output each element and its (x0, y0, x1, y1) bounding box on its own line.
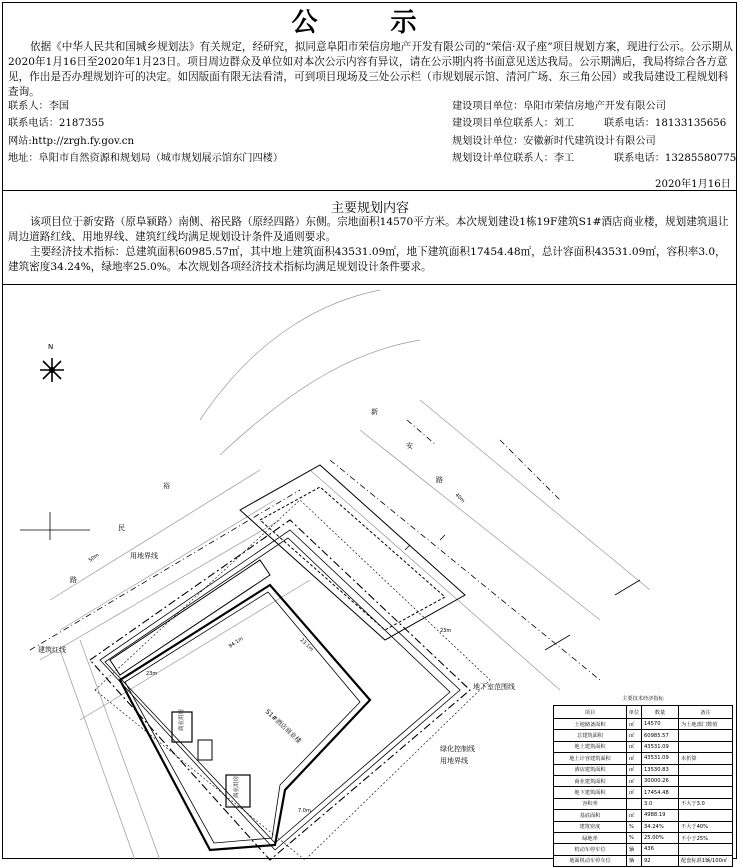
table-cell: 机动车停车位 (554, 844, 627, 855)
table-cell (679, 844, 733, 855)
road-yumin-char-2: 民 (118, 524, 125, 532)
road-yumin-char-3: 路 (70, 576, 77, 584)
table-cell: 配套标准1辆/100㎡ (679, 855, 733, 866)
road-xinan-width: 40m (453, 492, 466, 505)
table-cell: 地上建筑面积 (554, 741, 627, 752)
table-cell: 建筑密度 (554, 821, 627, 832)
builder: 建设项目单位：阜阳市荣信房地产开发有限公司 (452, 101, 666, 112)
table-cell: 17454.48 (642, 787, 679, 798)
table-cell (679, 775, 733, 786)
road-xinan-char-3: 路 (436, 476, 443, 484)
dim-top: 94.1m (227, 635, 245, 650)
table-cell: 地上计容建筑面积 (554, 753, 627, 764)
table-cell: 60985.57 (642, 730, 679, 741)
table-cell: 为土地部门数值 (679, 719, 733, 730)
label-underground: 地下室范围线 (473, 683, 515, 691)
designer-contact: 规划设计单位联系人：李工 (452, 153, 575, 164)
table-row (554, 730, 733, 741)
table-cell: 酒店建筑面积 (554, 764, 627, 775)
designer-phone: 联系电话：13285580775 (614, 153, 737, 164)
dim-side: 23.1m (298, 637, 315, 653)
table-row (554, 775, 733, 786)
table-cell: ㎡ (627, 775, 642, 786)
table-row (554, 741, 733, 752)
content-heading: 主要规划内容 (330, 201, 409, 216)
table-cell: 未折算 (679, 753, 733, 764)
builder-phone: 联系电话：18133135656 (604, 118, 727, 129)
contact-person: 联系人：李国 (8, 101, 70, 112)
label-boundary-right: 用地界线 (440, 757, 468, 765)
table-cell: 商业建筑面积 (554, 775, 627, 786)
builder-contact: 建设项目单位联系人：刘工 (452, 118, 575, 129)
table-cell: ㎡ (627, 730, 642, 741)
road-yumin-char-1: 裕 (163, 482, 170, 490)
table-cell (679, 741, 733, 752)
label-green: 绿化控制线 (440, 745, 475, 753)
north-arrow-icon (40, 343, 64, 382)
road-xinan-char-1: 新 (371, 408, 378, 416)
th-unit: 单位 (627, 706, 642, 719)
contact-phone: 联系电话：2187355 (8, 118, 105, 129)
table-cell: ㎡ (627, 719, 642, 730)
table-cell: ㎡ (627, 741, 642, 752)
th-value: 数量 (642, 706, 679, 719)
table-cell: 13530.83 (642, 764, 679, 775)
content-paragraph-2: 主要经济技术指标：总建筑面积60985.57㎡，其中地上建筑面积43531.09㎡，地下建筑面积17454.48㎡，总计容面积43531.09㎡，容积率3.0，建筑密度34.24%，绿地率25.0%。本次规划各项经济技术指标均满足规划设计条件要求。 (8, 246, 726, 273)
table-cell: 不小于25% (679, 832, 733, 843)
table-cell: ㎡ (627, 764, 642, 775)
table-cell (679, 810, 733, 821)
indicator-table (553, 694, 733, 865)
building-name: S1#酒店商业楼 (263, 707, 303, 745)
table-cell: 不大于3.0 (679, 798, 733, 809)
table-cell: 辆 (627, 844, 642, 855)
th-note: 备注 (679, 706, 733, 719)
table-row (554, 798, 733, 809)
table-cell: % (627, 821, 642, 832)
table-cell: 4988.19 (642, 810, 679, 821)
notice-date: 2020年1月16日 (655, 179, 731, 190)
road-yumin-width: 50m (87, 552, 101, 564)
table-cell: 地下建筑面积 (554, 787, 627, 798)
content-paragraph-1: 该项目位于新安路（原阜颍路）南侧、裕民路（原经四路）东侧。宗地面积14570平方米。本次规划建设1栋19F建筑S1#酒店商业楼，规划建筑退让周边道路红线、用地界线、建筑红线均满足规划设计条件及通则要求。 (8, 216, 729, 243)
table-row (554, 844, 733, 855)
notice-intro: 依据《中华人民共和国城乡规划法》有关规定，经研究，拟同意阜阳市荣信房地产开发有限公司的“荣信·双子座”项目规划方案，现进行公示。公示期从2020年1月16日至2020年1月23日。项目周边群众及单位如对本次公示内容有异议，请在公示期内将书面意见送达我局。公示期满后，我局将综合各方意见，作出是否办理规划许可的决定。如因版面有限无法看清，可到项目现场及三处公示栏（市规划展示馆、清河广场、东三角公园）或我局建设工程规划科查询。 (8, 41, 733, 98)
table-cell (679, 730, 733, 741)
table-cell: 92 (642, 855, 679, 866)
table-cell: 3.0 (642, 798, 679, 809)
table-cell: 辆 (627, 855, 642, 866)
table-cell: 25.00% (642, 832, 679, 843)
table-cell: 绿地率 (554, 832, 627, 843)
table-cell: ㎡ (627, 753, 642, 764)
table-cell: 30000.26 (642, 775, 679, 786)
table-row (554, 787, 733, 798)
table-cell (679, 764, 733, 775)
table-row (554, 753, 733, 764)
label-redline: 建筑红线 (38, 646, 66, 654)
small-building-label: 商业用房 (179, 708, 185, 731)
north-label: N (48, 343, 54, 351)
designer: 规划设计单位：安徽新时代建筑设计有限公司 (452, 136, 656, 147)
th-item: 项目 (554, 706, 627, 719)
table-cell: ㎡ (627, 787, 642, 798)
website-link[interactable]: 网站:http://zrgh.fy.gov.cn (8, 136, 135, 147)
label-boundary-left: 用地界线 (130, 552, 158, 560)
table-row (554, 821, 733, 832)
table-row (554, 719, 733, 730)
table-cell: 地面机动车停车位 (554, 855, 627, 866)
table-cell: 总建筑面积 (554, 730, 627, 741)
label-fire: 7.0m (298, 808, 311, 814)
table-cell: 容积率 (554, 798, 627, 809)
indicator-grid (553, 705, 733, 867)
dim-gap: 23m (440, 628, 452, 634)
table-cell: 土地储备面积 (554, 719, 627, 730)
table-cell: % (627, 832, 642, 843)
table-cell: 14570 (642, 719, 679, 730)
table-cell: 基底面积 (554, 810, 627, 821)
table-cell (627, 798, 642, 809)
table-cell (679, 787, 733, 798)
table-cell: 43531.09 (642, 753, 679, 764)
table-cell: 34.24% (642, 821, 679, 832)
road-xinan-char-2: 安 (406, 442, 413, 450)
table-row (554, 810, 733, 821)
table-cell: 43531.09 (642, 741, 679, 752)
address: 地址：阜阳市自然资源和规划局（城市规划展示馆东门四楼） (8, 153, 284, 164)
dim-left: 23m (146, 671, 158, 677)
table-cell: 不大于40% (679, 821, 733, 832)
table-row (554, 832, 733, 843)
table-row (554, 764, 733, 775)
table-cell: ㎡ (627, 810, 642, 821)
notice-title: 公 示 (291, 8, 449, 38)
table-title: 主要技术经济指标 (622, 696, 664, 702)
small-building-label-2: 商业用房 (234, 775, 240, 798)
table-cell: 436 (642, 844, 679, 855)
